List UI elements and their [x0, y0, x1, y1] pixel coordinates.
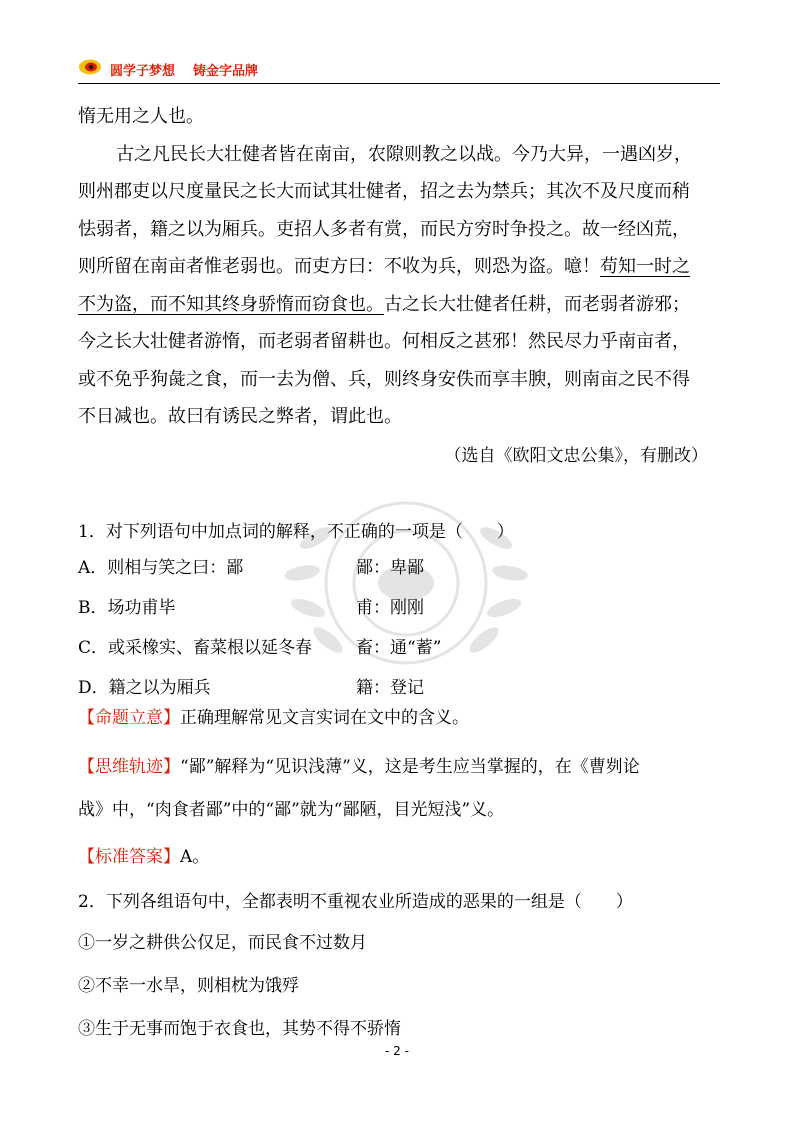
option-b	[78, 588, 722, 628]
passage-line: 怯弱者，籍之以为厢兵。吏招人多者有赏，而民方穷时争投之。故一经凶荒，	[78, 218, 690, 240]
option-explanation: 甫：刚刚	[356, 598, 424, 618]
option-d	[78, 668, 722, 700]
underlined-text: 不为盗，而不知其终身骄惰而窃食也。	[78, 293, 384, 315]
question-1-stem: 1．对下列语句中加点词的解释，不正确的一项是（ ）	[78, 522, 514, 542]
intent-tag: 【命题立意】	[78, 708, 180, 728]
passage-text: 则所留在南亩者惟老弱也。而吏方曰：不收为兵，则恐为盗。噫！	[78, 256, 600, 277]
brand-slogan-1: 圆学子梦想	[110, 64, 176, 79]
answer-line	[78, 839, 722, 876]
thinking-tag: 【思维轨迹】	[78, 757, 180, 777]
underlined-text: 苟知一时之	[600, 256, 690, 277]
option-a	[78, 548, 722, 588]
option-c	[78, 628, 722, 668]
page-number: - 2 -	[385, 1044, 409, 1058]
passage-line: 不日减也。故曰有诱民之弊者，谓此也。	[78, 406, 402, 427]
question-2-stem: 2．下列各组语句中，全都表明不重视农业所造成的恶果的一组是（ ）	[78, 892, 633, 912]
option-text: B．场功甫毕	[78, 598, 176, 618]
question-2-item: ①一岁之耕供公仅足，而民食不过数月	[78, 933, 367, 953]
option-explanation: 籍：登记	[356, 678, 424, 698]
intent-text: 正确理解常见文言实词在文中的含义。	[180, 708, 469, 728]
passage-line: 古之凡民长大壮健者皆在南亩，农隙则教之以战。今乃大异，一遇凶岁，	[116, 143, 692, 165]
passage-line: 则州郡吏以尺度量民之长大而试其壮健者，招之去为禁兵；其次不及尺度而稍	[78, 181, 690, 202]
brand-slogan-2: 铸金字品牌	[193, 64, 259, 79]
thinking-line-2: 战》中，“肉食者鄙”中的“鄙”就为“鄙陋，目光短浅”义。	[78, 800, 505, 820]
option-explanation: 鄙：卑鄙	[356, 558, 424, 578]
brand-logo-icon	[78, 58, 102, 76]
header-divider	[78, 83, 720, 84]
passage-text: 古之长大壮健者任耕，而老弱者游邪；	[384, 293, 690, 315]
questions	[78, 516, 722, 1048]
page-header	[78, 56, 718, 86]
thinking-line	[78, 749, 722, 786]
passage-line: 或不免乎狗彘之食，而一去为僧、兵，则终身安佚而享丰腴，则南亩之民不得	[78, 368, 690, 390]
option-text: C．或采橡实、畜菜根以延冬春	[78, 638, 313, 658]
thinking-text: “鄙”解释为“见识浅薄”义，这是考生应当掌握的，在《曹刿论	[180, 757, 640, 777]
passage	[78, 98, 722, 470]
answer-tag: 【标准答案】	[78, 847, 180, 867]
passage-line	[78, 286, 722, 324]
passage-source: （选自《欧阳文忠公集》，有删改）	[444, 445, 708, 466]
answer-text: A。	[180, 847, 210, 867]
option-text: D．籍之以为厢兵	[78, 678, 211, 698]
passage-line	[78, 248, 722, 286]
question-2-item: ③生于无事而饱于衣食也，其势不得不骄惰	[78, 1019, 401, 1039]
question-2-item: ②不幸一水旱，则相枕为饿殍	[78, 976, 299, 996]
brand-slogan	[110, 60, 276, 79]
option-explanation: 畜：通“蓄”	[356, 638, 442, 658]
intent-line	[78, 700, 722, 737]
option-text: A．则相与笑之曰：鄙	[78, 558, 244, 578]
passage-line: 今之长大壮健者游惰，而老弱者留耕也。何相反之甚邪！然民尽力乎南亩者，	[78, 331, 690, 352]
passage-line: 惰无用之人也。	[78, 106, 204, 127]
